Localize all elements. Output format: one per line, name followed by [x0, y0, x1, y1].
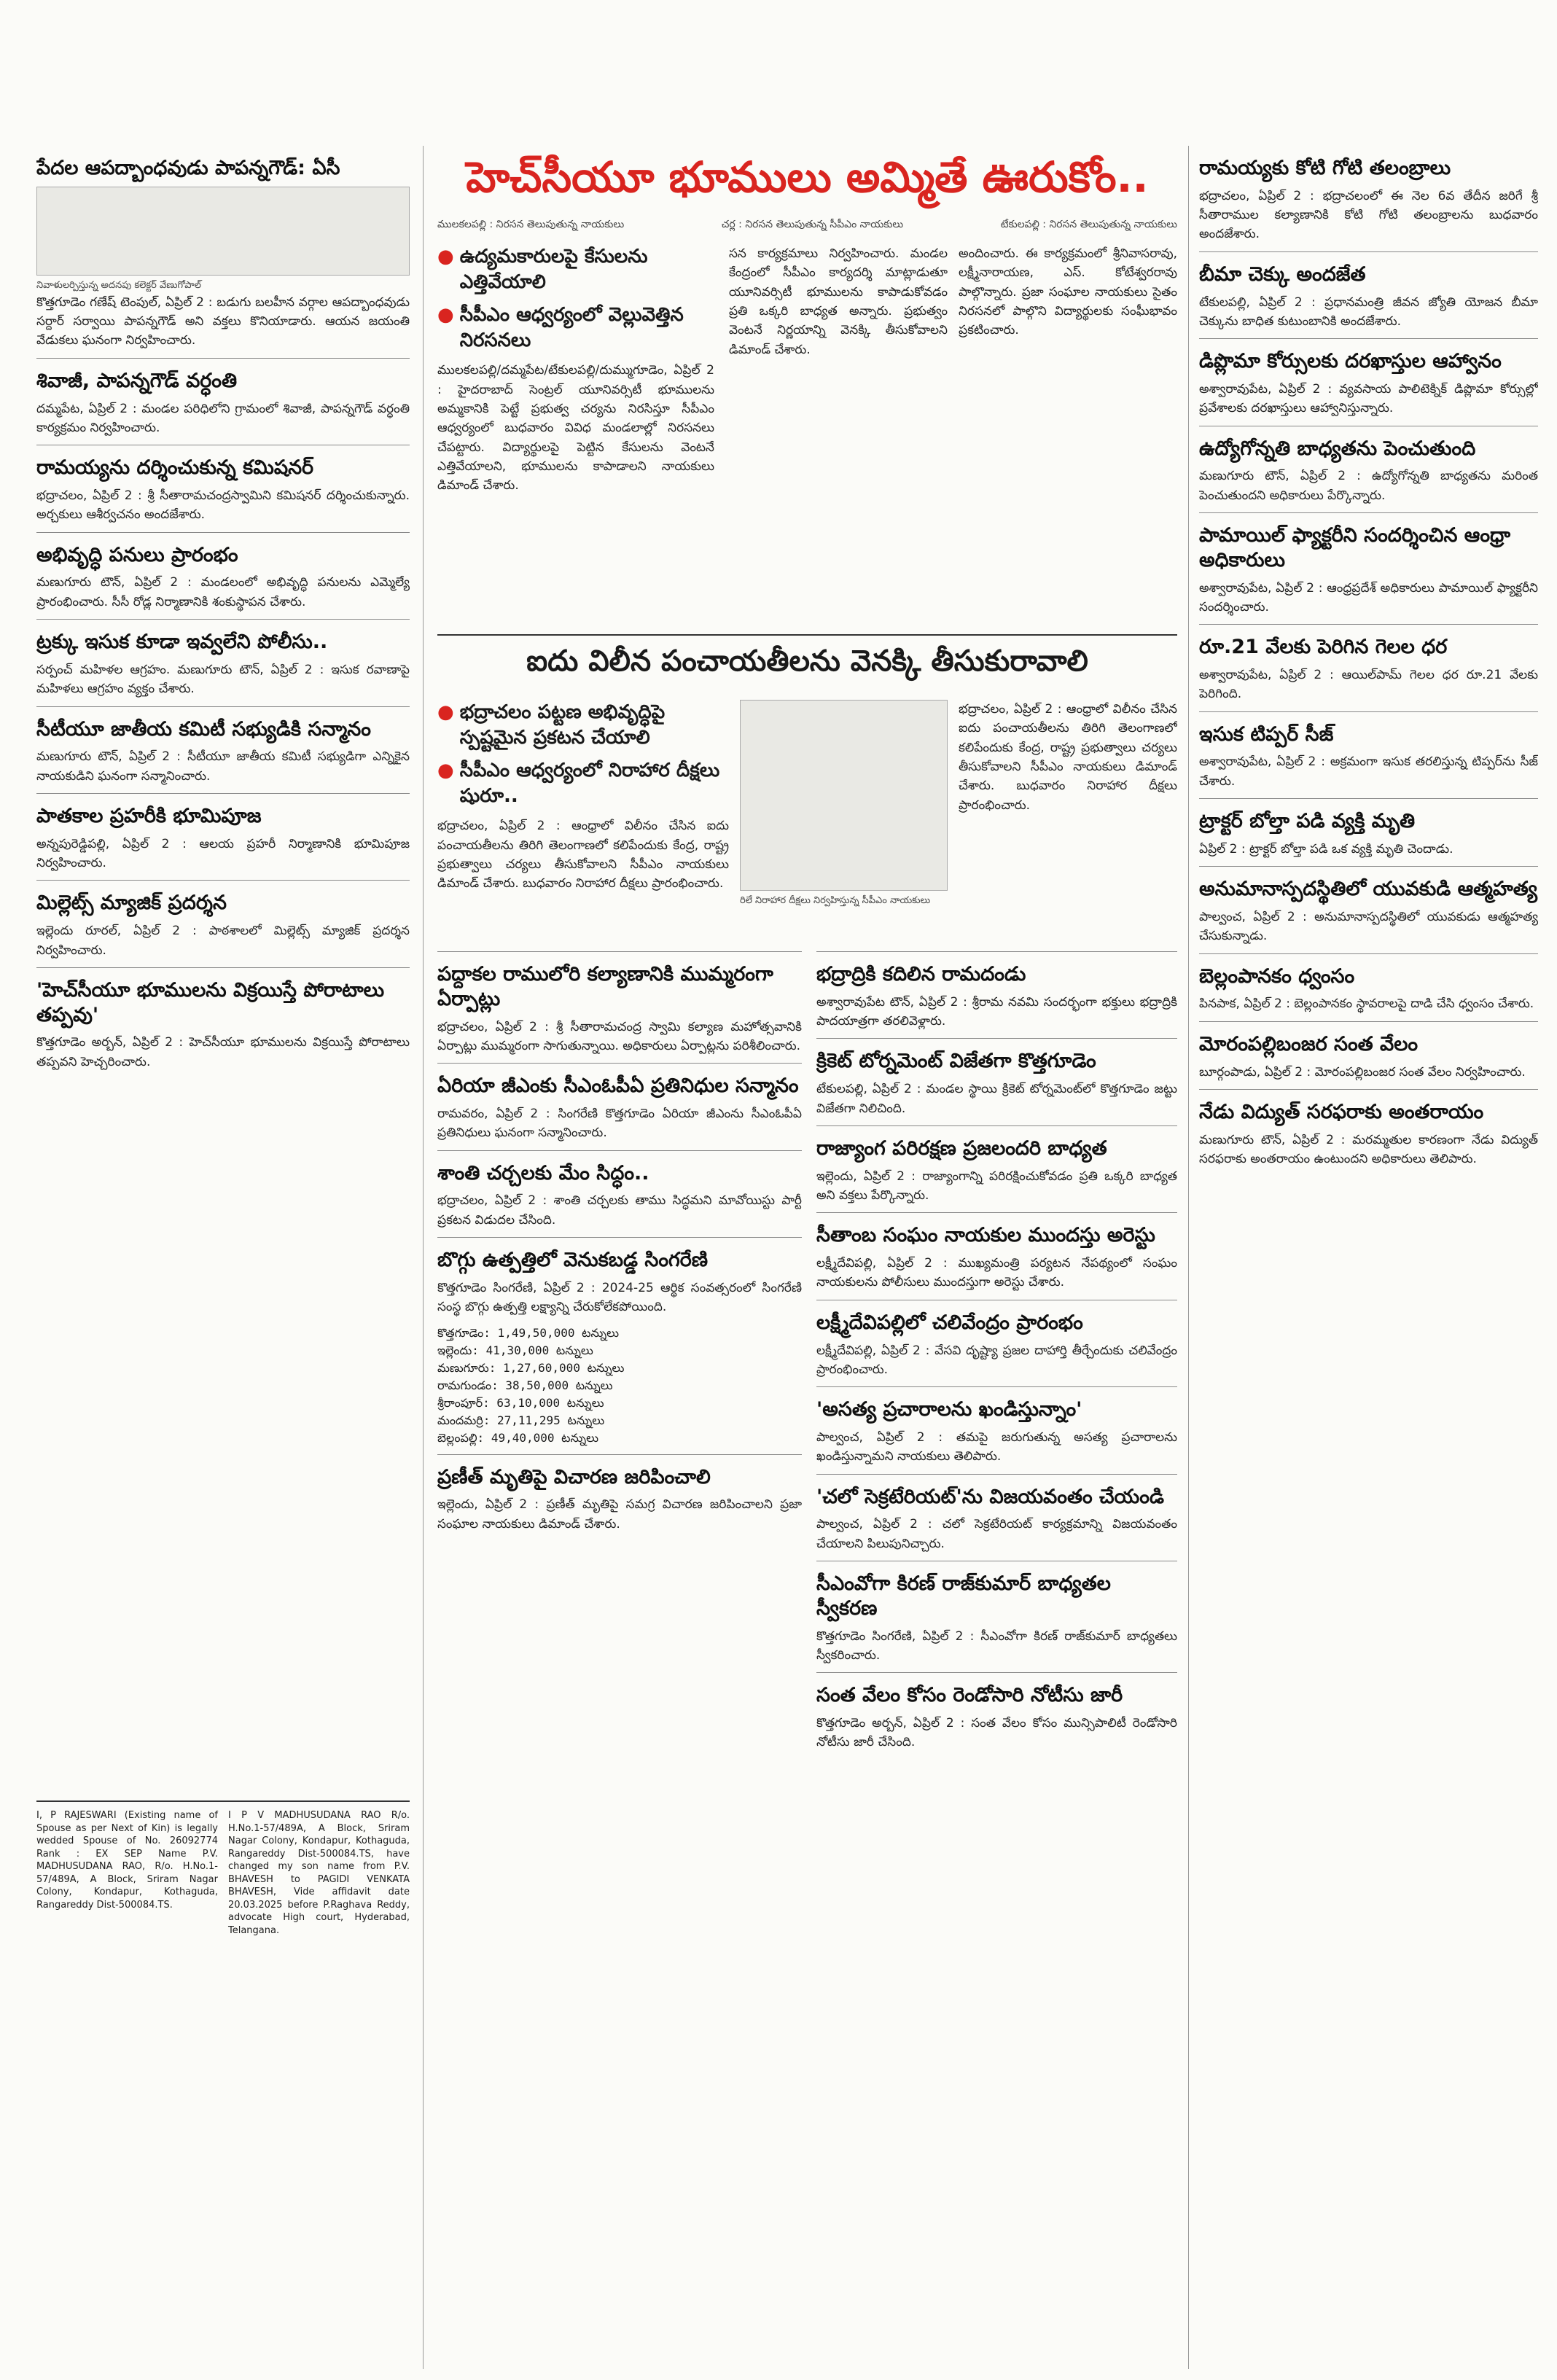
center-headline: పద్దాకల రాములోరి కల్యాణానికి ముమ్మరంగా ఏర్పాట్లు: [437, 963, 773, 1010]
center-story-1: [437, 1074, 802, 1142]
center-headline: ఏరియా జీఎంకు సీఎంఓపీఏ ప్రతినిధుల సన్మానం: [437, 1074, 799, 1098]
left-body: దమ్మపేట, ఏప్రిల్ 2 : మండల పరిధిలోని గ్రామంలో శివాజీ, పాపన్నగౌడ్ వర్ధంతి కార్యక్రమం నిర్వహించారు.: [36, 401, 410, 435]
center-story-3: [437, 1248, 802, 1446]
right-headline: ఉద్యోగోన్నతి బాధ్యతను పెంచుతుంది: [1199, 437, 1476, 460]
right-story-7: [1199, 809, 1538, 859]
mid-headline: సీఎంవోగా కిరణ్ రాజ్‌కుమార్ బాధ్యతల స్వీకరణ: [816, 1572, 1111, 1620]
second-bullets: [437, 700, 729, 940]
left-story-8: [36, 978, 410, 1072]
center-story-last: [437, 1465, 802, 1534]
lead-bullets: [437, 244, 714, 503]
second-photo: [740, 700, 948, 891]
right-headline: రూ.21 వేలకు పెరిగిన గెలల ధర: [1199, 636, 1448, 659]
left-headline: 'హెచ్‌సీయూ భూములను విక్రయిస్తే పోరాటాలు తప్పవు': [36, 978, 385, 1026]
right-body: అశ్వారావుపేట, ఏప్రిల్ 2 : వ్యవసాయ పాలిటెక్నిక్ డిప్లొమా కోర్సుల్లో ప్రవేశాలకు దరఖాస్తులు ఆహ్వానిస్తున్నారు.: [1199, 381, 1538, 416]
center-body: భద్రాచలం, ఏప్రిల్ 2 : శాంతి చర్చలకు తాము సిద్ధమని మావోయిస్టు పార్టీ ప్రకటన విడుదల చేసింది.: [437, 1193, 802, 1228]
left-story-5: [36, 717, 410, 786]
right-story-0: [1199, 156, 1538, 244]
second-col-3: [959, 700, 1177, 940]
mid-body: పాల్వంచ, ఏప్రిల్ 2 : తమపై జరుగుతున్న అసత్య ప్రచారాలను ఖండిస్తున్నామని నాయకులు తెలిపారు.: [816, 1429, 1177, 1464]
right-headline: పామాయిల్ ఫ్యాక్టరీని సందర్శించిన ఆంధ్రా అధికారులు: [1199, 524, 1511, 571]
mid-story-2: [816, 1136, 1177, 1205]
coal-row: ఇల్లెందు: 41,30,000 టన్నులు: [437, 1343, 593, 1357]
second-headline: ఐదు విలీన పంచాయతీలను వెనక్కి తీసుకురావాలి: [526, 644, 1088, 678]
left-story-1: [36, 369, 410, 437]
lead-bullet: ● ఉద్యమకారులపై కేసులను ఎత్తివేయాలి: [437, 246, 648, 294]
right-story-6: [1199, 722, 1538, 791]
mid-story-8: [816, 1683, 1177, 1752]
center-body: భద్రాచలం, ఏప్రిల్ 2 : శ్రీ సీతారామచంద్ర స్వామి కల్యాణ మహోత్సవానికి ఏర్పాట్లు ముమ్మరంగా సాగుతున్నాయి. అధికారులు ఏర్పాట్లను పరిశీలించారు.: [437, 1019, 802, 1053]
mid-body: కొత్తగూడెం అర్బన్, ఏప్రిల్ 2 : సంత వేలం కోసం మున్సిపాలిటీ రెండోసారి నోటీసు జారీ చేసింది.: [816, 1716, 1177, 1750]
right-body: పాల్వంచ, ఏప్రిల్ 2 : అనుమానాస్పదస్థితిలో యువకుడు ఆత్మహత్య చేసుకున్నాడు.: [1199, 910, 1538, 944]
left-body: మణుగూరు టౌన్, ఏప్రిల్ 2 : సీటీయూ జాతీయ కమిటీ సభ్యుడిగా ఎన్నికైన నాయకుడిని ఘనంగా సన్మానించారు.: [36, 749, 410, 784]
mid-body: లక్ష్మీదేవిపల్లి, ఏప్రిల్ 2 : వేసవి దృష్ట్యా ప్రజల దాహార్తి తీర్చేందుకు చలివేంద్రం ప్రారంభించారు.: [816, 1343, 1177, 1377]
left-headline: పాతకాల ప్రహరీకి భూమిపూజ: [36, 804, 262, 827]
right-headline: రామయ్యకు కోటి గోటి తలంబ్రాలు: [1199, 157, 1451, 179]
left-story-7: [36, 891, 410, 959]
coal-row: కొత్తగూడెం: 1,49,50,000 టన్నులు: [437, 1325, 619, 1340]
coal-row: శ్రీరాంపూర్: 63,10,000 టన్నులు: [437, 1395, 604, 1410]
dateline-a: ములకలపల్లి : నిరసన తెలుపుతున్న నాయకులు: [437, 219, 625, 230]
center-story-0: [437, 962, 802, 1056]
right-body: అశ్వారావుపేట, ఏప్రిల్ 2 : ఆంధ్రప్రదేశ్ అధికారులు పామాయిల్ ఫ్యాక్టరీని సందర్శించారు.: [1199, 580, 1538, 614]
mid-story-3: [816, 1223, 1177, 1292]
left-column: [36, 146, 410, 2369]
left-story-3: [36, 543, 410, 612]
right-story-5: [1199, 635, 1538, 703]
right-headline: ఇసుక టిప్పర్ సీజ్: [1199, 722, 1334, 746]
mid-body: టేకులపల్లి, ఏప్రిల్ 2 : మండల స్థాయి క్రికెట్ టోర్నమెంట్‌లో కొత్తగూడెం జట్టు విజేతగా నిలిచింది.: [816, 1082, 1177, 1116]
legal-notices: [36, 1800, 410, 1937]
mid-headline: రాజ్యాంగ పరిరక్షణ ప్రజలందరి బాధ్యత: [816, 1136, 1107, 1160]
left-headline: శివాజీ, పాపన్నగౌడ్ వర్ధంతి: [36, 369, 238, 392]
left-headline: ట్రక్కు ఇసుక కూడా ఇవ్వలేని పోలీసు..: [36, 631, 328, 654]
left-headline: మిల్లెట్స్ మ్యాజిక్ ప్రదర్శన: [36, 891, 227, 915]
mid-body: పాల్వంచ, ఏప్రిల్ 2 : చలో సెక్రటేరియట్ కార్యక్రమాన్ని విజయవంతం చేయాలని పిలుపునిచ్చారు.: [816, 1517, 1177, 1551]
dateline-c: టేకులపల్లి : నిరసన తెలుపుతున్న నాయకులు: [1000, 219, 1177, 230]
left-story-0: [36, 156, 410, 351]
mid-headline: 'చలో సెక్రటేరియట్'ను విజయవంతం చేయండి: [816, 1485, 1164, 1508]
banner-headline: హెచ్‌సీయూ భూములు అమ్మితే ఊరుకోం..: [466, 152, 1149, 202]
lead-paragraph: ములకలపల్లి/దమ్మపేట/టేకులపల్లి/దుమ్ముగూడెం, ఏప్రిల్ 2 : హైదరాబాద్ సెంట్రల్ యూనివర్సిటీ భూములను అమ్మకానికి పెట్టే ప్రభుత్వ చర్యను నిరసిస్తూ సీపీఎం ఆధ్వర్యంలో బుధవారం వివిధ మండలాల్లో నిరసనలు చేపట్టారు. విద్యార్థులపై పెట్టిన కేసులను వెంటనే ఎత్తివేయాలని, భూములను కాపాడాలని నాయకులు డిమాండ్ చేశారు.: [437, 363, 714, 493]
right-story-8: [1199, 877, 1538, 945]
left-headline: పేదల ఆపద్బాంధవుడు పాపన్నగౌడ్: ఏసీ: [36, 157, 340, 179]
mid-body: లక్ష్మీదేవిపల్లి, ఏప్రిల్ 2 : ముఖ్యమంత్రి పర్యటన నేపథ్యంలో సంఘం నాయకులను పోలీసులు ముందస్తుగా అరెస్టు చేశారు.: [816, 1256, 1177, 1290]
center-headline: బొగ్గు ఉత్పత్తిలో వెనుకబడ్డ సింగరేణి: [437, 1249, 709, 1272]
right-story-2: [1199, 349, 1538, 418]
right-body: టేకులపల్లి, ఏప్రిల్ 2 : ప్రధానమంత్రి జీవన జ్యోతి యోజన బీమా చెక్కును బాధిత కుటుంబానికి అందజేశారు.: [1199, 294, 1538, 329]
notice-a: I, P RAJESWARI (Existing name of Spouse as per Next of Kin) is legally wedded Spouse of No. 26092774 Rank : EX SEP Name P.V. MADHUSUDANA RAO, R/o. H.No.1-57/489A, A Block, Sriram Nagar Colony, Kondapur, Kothaguda, Rangareddy Dist-500084.TS.: [36, 1810, 218, 1911]
left-body: అన్నపురెడ్డిపల్లి, ఏప్రిల్ 2 : ఆలయ ప్రహరీ నిర్మాణానికి భూమిపూజ నిర్వహించారు.: [36, 836, 410, 871]
right-story-9: [1199, 964, 1538, 1014]
mid-story-7: [816, 1572, 1177, 1665]
right-body: మణుగూరు టౌన్, ఏప్రిల్ 2 : ఉద్యోగోన్నతి బాధ్యతను మరింత పెంచుతుందని అధికారులు పేర్కొన్నారు.: [1199, 469, 1538, 503]
second-paragraph: భద్రాచలం, ఏప్రిల్ 2 : ఆంధ్రాలో విలీనం చేసిన ఐదు పంచాయతీలను తిరిగి తెలంగాణలో కలిపేందుకు కేంద్ర, రాష్ట్ర ప్రభుత్వాలు చర్యలు తీసుకోవాలని సీపీఎం నాయకులు డిమాండ్ చేశారు. బుధవారం నిరాహార దీక్షలు ప్రారంభించారు.: [437, 819, 729, 891]
mid-headline: భద్రాద్రికి కదిలిన రామదండు: [816, 963, 1026, 986]
right-story-4: [1199, 523, 1538, 617]
right-headline: నేడు విద్యుత్ సరఫరాకు అంతరాయం: [1199, 1100, 1484, 1123]
mid-story-1: [816, 1049, 1177, 1117]
dateline-b: చర్ల : నిరసన తెలుపుతున్న సీపీఎం నాయకులు: [721, 219, 904, 230]
mid-headline: 'అసత్య ప్రచారాలను ఖండిస్తున్నాం': [816, 1398, 1082, 1421]
right-story-3: [1199, 437, 1538, 505]
left-body: కొత్తగూడెం గణేష్ టెంపుల్, ఏప్రిల్ 2 : బడుగు బలహీన వర్గాల ఆపద్బాంధవుడు సర్దార్ సర్వాయి పాపన్నగౌడ్ అని వక్తలు కొనియాడారు. ఆయన జయంతి వేడుకలు ఘనంగా నిర్వహించారు.: [36, 294, 410, 348]
coal-row: మందమర్రి: 27,11,295 టన్నులు: [437, 1413, 605, 1427]
center-left-column: [437, 951, 802, 2370]
center-body: రామవరం, ఏప్రిల్ 2 : సింగరేణి కొత్తగూడెం ఏరియా జీఎంను సీఎంఓపీఏ ప్రతినిధులు ఘనంగా సన్మానించారు.: [437, 1106, 802, 1141]
right-body: భద్రాచలం, ఏప్రిల్ 2 : భద్రాచలంలో ఈ నెల 6వ తేదీన జరిగే శ్రీ సీతారాముల కల్యాణానికి కోటి గోటి తలంబ్రాలను బుధవారం అందజేశారు.: [1199, 188, 1538, 242]
left-headline: రామయ్యను దర్శించుకున్న కమిషనర్: [36, 456, 314, 480]
right-body: అశ్వారావుపేట, ఏప్రిల్ 2 : అక్రమంగా ఇసుక తరలిస్తున్న టిప్పర్‌ను సీజ్ చేశారు.: [1199, 754, 1538, 789]
lead-bullet: ● సీపీఎం ఆధ్వర్యంలో వెల్లువెత్తిన నిరసనలు: [437, 304, 684, 352]
mid-headline: లక్ష్మీదేవిపల్లిలో చలివేంద్రం ప్రారంభం: [816, 1311, 1083, 1334]
center-headline: ప్రణీత్ మృతిపై విచారణ జరిపించాలి: [437, 1465, 711, 1489]
right-headline: బీమా చెక్కు అందజేత: [1199, 262, 1366, 286]
mid-body: అశ్వారావుపేట టౌన్, ఏప్రిల్ 2 : శ్రీరామ నవమి సందర్భంగా భక్తులు భద్రాద్రికి పాదయాత్రగా తరలివెళ్లారు.: [816, 994, 1177, 1029]
lead-body-3: అందించారు. ఈ కార్యక్రమంలో శ్రీనివాసరావు, లక్ష్మీనారాయణ, ఎస్. కోటేశ్వరరావు పాల్గొన్నారు. ప్రజా సంఘాల నాయకులు సైతం నిరసనలో పాల్గొని విద్యార్థులకు సంఘీభావం ప్రకటించారు.: [959, 246, 1177, 338]
mid-body: ఇల్లెందు, ఏప్రిల్ 2 : రాజ్యాంగాన్ని పరిరక్షించుకోవడం ప్రతి ఒక్కరి బాధ్యత అని వక్తలు పేర్కొన్నారు.: [816, 1168, 1177, 1203]
left-headline: అభివృద్ధి పనులు ప్రారంభం: [36, 543, 238, 566]
left-body: భద్రాచలం, ఏప్రిల్ 2 : శ్రీ సీతారామచంద్రస్వామిని కమిషనర్ దర్శించుకున్నారు. అర్చకులు ఆశీర్వచనం అందజేశారు.: [36, 488, 410, 523]
left-body: సర్పంచ్ మహిళల ఆగ్రహం. మణుగూరు టౌన్, ఏప్రిల్ 2 : ఇసుక రవాణాపై మహిళలు ఆగ్రహం వ్యక్తం చేశారు.: [36, 662, 410, 697]
coal-row: రామగుండం: 38,50,000 టన్నులు: [437, 1378, 613, 1392]
right-body: పినపాక, ఏప్రిల్ 2 : బెల్లంపానకం స్థావరాలపై దాడి చేసి ధ్వంసం చేశారు.: [1199, 996, 1534, 1012]
right-headline: డిప్లొమా కోర్సులకు దరఖాస్తుల ఆహ్వానం: [1199, 350, 1502, 373]
mid-headline: క్రికెట్ టోర్నమెంట్ విజేతగా కొత్తగూడెం: [816, 1050, 1096, 1073]
left-body: ఇల్లెందు రూరల్, ఏప్రిల్ 2 : పాఠశాలలో మిల్లెట్స్ మ్యాజిక్ ప్రదర్శన నిర్వహించారు.: [36, 924, 410, 958]
right-story-11: [1199, 1100, 1538, 1168]
notice-b: I P V MADHUSUDANA RAO R/o. H.No.1-57/489A, A Block, Sriram Nagar Colony, Kondapur, Kothaguda, Rangareddy Dist-500084.TS, have changed my son name from P.V. BHAVESH to PAGIDI VENKATA BHAVESH, Vide affidavit date 20.03.2025 before P.Raghava Reddy, advocate High court, Hyderabad, Telangana.: [228, 1810, 410, 1936]
left-story-4: [36, 630, 410, 698]
second-photo-block: [740, 700, 948, 940]
lead-body-2: సన కార్యక్రమాలు నిర్వహించారు. మండల కేంద్రంలో సీపీఎం కార్యదర్శి మాట్లాడుతూ యూనివర్సిటీ భూములను కాపాడుకోవడం ప్రతి ఒక్కరి బాధ్యత అన్నారు. ప్రభుత్వం వెంటనే నిర్ణయాన్ని వెనక్కి తీసుకోవాలని డిమాండ్ చేశారు.: [729, 246, 948, 357]
left-headline: సీటీయూ జాతీయ కమిటీ సభ్యుడికి సన్మానం: [36, 717, 371, 741]
mid-story-0: [816, 962, 1177, 1031]
left-photo-caption: నివాళులర్పిస్తున్న అదనపు కలెక్టర్ వేణుగోపాల్: [36, 279, 201, 291]
coal-row: మణుగూరు: 1,27,60,000 టన్నులు: [437, 1360, 625, 1375]
right-headline: ట్రాక్టర్ బోల్తా పడి వ్యక్తి మృతి: [1199, 810, 1416, 833]
lead-col-3: [959, 244, 1177, 623]
mid-body: కొత్తగూడెం సింగరేణి, ఏప్రిల్ 2 : సీఎంవోగా కిరణ్ రాజ్‌కుమార్ బాధ్యతలు స్వీకరించారు.: [816, 1628, 1177, 1663]
coal-production-list: [437, 1324, 802, 1447]
right-story-1: [1199, 262, 1538, 331]
mid-story-5: [816, 1397, 1177, 1466]
center-right-column: [816, 951, 1177, 2370]
right-headline: మోరంపల్లిబంజర సంత వేలం: [1199, 1032, 1419, 1056]
center-body: ఇల్లెందు, ఏప్రిల్ 2 : ప్రణీత్ మృతిపై సమగ్ర విచారణ జరిపించాలని ప్రజా సంఘాల నాయకులు డిమాండ్ చేశారు.: [437, 1497, 802, 1532]
center-body: కొత్తగూడెం సింగరేణి, ఏప్రిల్ 2 : 2024-25 ఆర్థిక సంవత్సరంలో సింగరేణి సంస్థ బొగ్గు ఉత్పత్తి లక్ష్యాన్ని చేరుకోలేకపోయింది.: [437, 1280, 802, 1315]
second-photo-caption: రిలే నిరాహార దీక్షలు నిర్వహిస్తున్న సీపీఎం నాయకులు: [740, 895, 931, 906]
mid-story-4: [816, 1311, 1177, 1379]
right-headline: బెల్లంపానకం ధ్వంసం: [1199, 964, 1355, 988]
left-story-6: [36, 804, 410, 873]
mid-story-6: [816, 1485, 1177, 1553]
second-lead: [437, 634, 1177, 701]
right-body: మణుగూరు టౌన్, ఏప్రిల్ 2 : మరమ్మతుల కారణంగా నేడు విద్యుత్ సరఫరాకు అంతరాయం ఉంటుందని అధికారులు తెలిపారు.: [1199, 1132, 1538, 1166]
right-body: ఏప్రిల్ 2 : ట్రాక్టర్ బోల్తా పడి ఒక వ్యక్తి మృతి చెందాడు.: [1199, 841, 1453, 857]
right-story-10: [1199, 1032, 1538, 1082]
photo-captions-row: [437, 219, 1177, 233]
right-body: అశ్వారావుపేట, ఏప్రిల్ 2 : ఆయిల్‌పామ్ గెలల ధర రూ.21 వేలకు పెరిగింది.: [1199, 668, 1538, 702]
lead-col-2: [729, 244, 948, 623]
center-story-2: [437, 1161, 802, 1230]
mid-headline: సంత వేలం కోసం రెండోసారి నోటీసు జారీ: [816, 1684, 1123, 1707]
center-headline: శాంతి చర్చలకు మేం సిద్ధం..: [437, 1161, 649, 1185]
left-body: మణుగూరు టౌన్, ఏప్రిల్ 2 : మండలంలో అభివృద్ధి పనులను ఎమ్మెల్యే ప్రారంభించారు. సీసీ రోడ్ల నిర్మాణానికి శంకుస్థాపన చేశారు.: [36, 575, 410, 609]
left-photo: [36, 187, 410, 276]
left-story-2: [36, 456, 410, 524]
second-bullet: ● సీపీఎం ఆధ్వర్యంలో నిరాహార దీక్షలు షురూ..: [437, 760, 720, 808]
right-body: బూర్గంపాడు, ఏప్రిల్ 2 : మోరంపల్లిబంజర సంత వేలం నిర్వహించారు.: [1199, 1064, 1526, 1080]
right-column: [1199, 146, 1538, 2369]
mid-headline: సీతాంబ సంఘం నాయకుల ముందస్తు అరెస్టు: [816, 1224, 1155, 1247]
second-bullet: ● భద్రాచలం పట్టణ అభివృద్ధిపై స్పష్టమైన ప్రకటన చేయాలి: [437, 701, 666, 749]
right-headline: అనుమానాస్పదస్థితిలో యువకుడి ఆత్మహత్య: [1199, 878, 1537, 901]
second-body-3: భద్రాచలం, ఏప్రిల్ 2 : ఆంధ్రాలో విలీనం చేసిన ఐదు పంచాయతీలను తిరిగి తెలంగాణలో కలిపేందుకు కేంద్ర, రాష్ట్ర ప్రభుత్వాలు చర్యలు తీసుకోవాలని సీపీఎం నాయకులు డిమాండ్ చేశారు. బుధవారం నిరాహార దీక్షలు ప్రారంభించారు.: [959, 702, 1177, 813]
coal-row: బెల్లంపల్లి: 49,40,000 టన్నులు: [437, 1430, 598, 1445]
left-body: కొత్తగూడెం అర్బన్, ఏప్రిల్ 2 : హెచ్‌సీయూ భూములను విక్రయిస్తే పోరాటాలు తప్పవని హెచ్చరించారు.: [36, 1035, 410, 1069]
